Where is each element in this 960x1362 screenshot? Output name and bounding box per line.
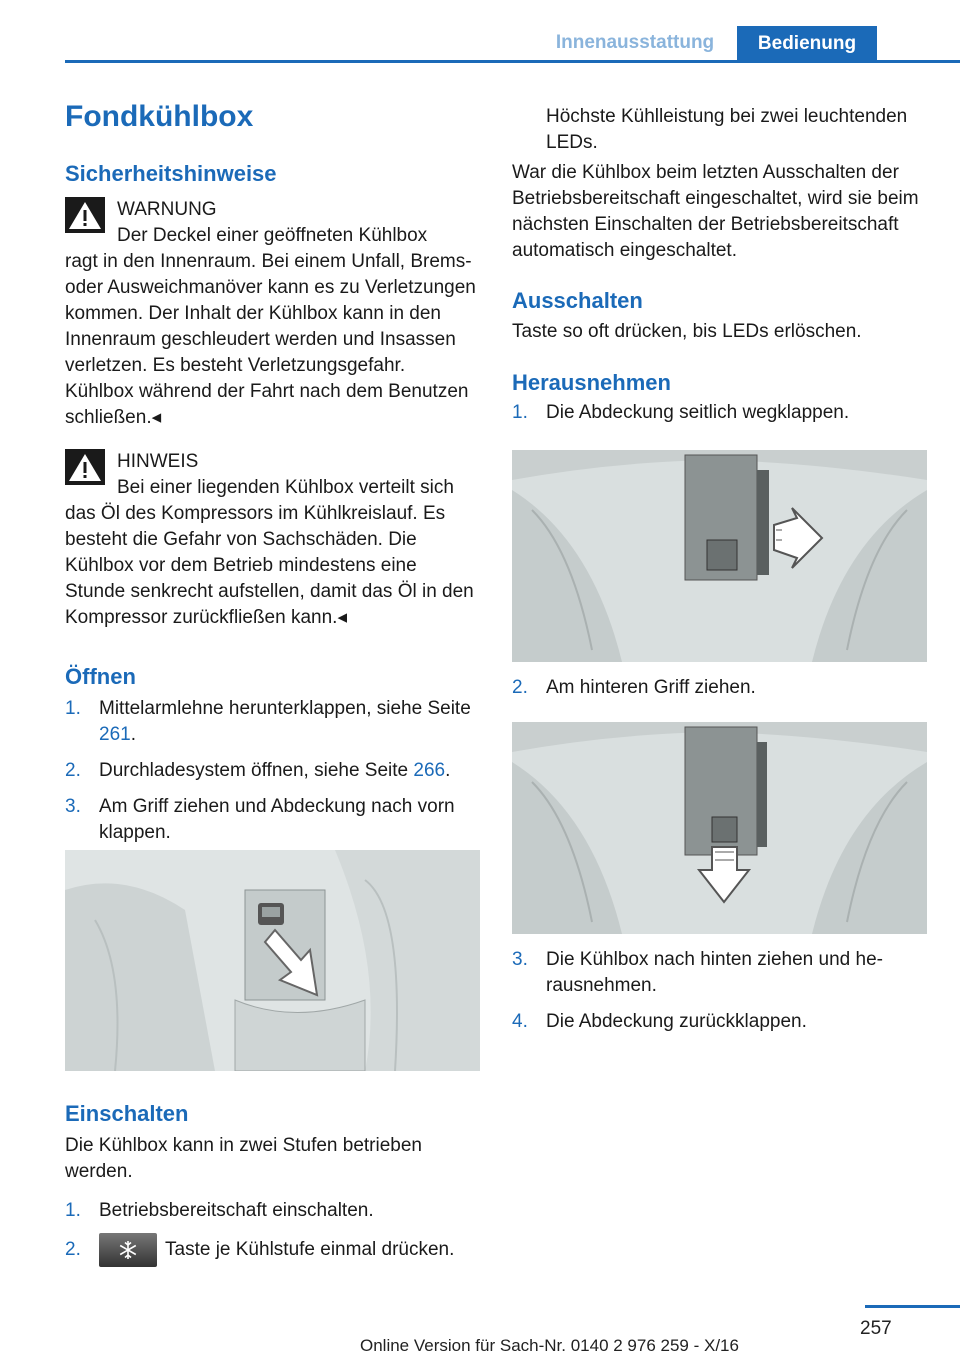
einschalten-note: War die Kühlbox beim letzten Ausschalten der Betriebsbereitschaft eingeschaltet, wird sie beim nächsten Einschalten der Betriebsbereitschaft automatisch eingeschaltet. (512, 162, 919, 261)
herausnehmen-steps-continued (512, 947, 927, 1045)
herausnehmen-step-1: 1. Die Abdeckung seitlich wegklappen. (512, 402, 850, 423)
warning-text: ragt in den Innenraum. Bei einem Unfall, Brems- oder Ausweichmanöver kann es zu Verletzungen kommen. Der Inhalt der Kühlbox kann in den Innenraum geschleudert werden und Insassen verletzen. Es besteht Verletzungsgefahr. Kühlbox während der Fahrt nach dem Benutzen schließen.◂ (65, 251, 476, 428)
warning-triangle-icon (65, 197, 105, 233)
header-active-tab: Bedienung (737, 26, 877, 63)
footer-rule (865, 1305, 960, 1308)
ausschalten-text: Taste so oft drücken, bis LEDs erlöschen. (512, 321, 862, 342)
list-item: 3. Die Kühlbox nach hinten ziehen und herausnehmen. (512, 949, 883, 996)
cooler-photo-side (512, 450, 927, 662)
warning-label: WARNUNG (117, 199, 217, 220)
notice-block (65, 449, 477, 631)
cooling-button-icon (99, 1233, 157, 1267)
einschalten-intro: Die Kühlbox kann in zwei Stufen betrieben werden. (65, 1135, 423, 1182)
page-title: Fondkühlbox (65, 100, 254, 133)
page-link[interactable]: 261 (99, 724, 131, 745)
page-number: 257 (860, 1318, 892, 1339)
herausnehmen-heading: Herausnehmen (512, 370, 671, 395)
safety-heading: Sicherheitshinweise (65, 161, 277, 186)
cooler-side-illustration (512, 450, 927, 662)
oeffnen-steps (65, 696, 477, 856)
cooler-handle-illustration (512, 722, 927, 934)
snowflake-icon (117, 1239, 139, 1261)
list-item: 3. Am Griff ziehen und Abdeckung nach vorn klappen. (65, 796, 455, 843)
einschalten-step-1: 1. Betriebsbereitschaft einschalten. (65, 1200, 374, 1221)
einschalten-step-2: 2. Taste je Kühlstufe einmal drücken. (65, 1233, 485, 1267)
footer-online-version: Online Version für Sach-Nr. 0140 2 976 259 - X/16 (360, 1336, 739, 1355)
einschalten-heading: Einschalten (65, 1101, 189, 1126)
armrest-photo (65, 850, 480, 1071)
ausschalten-heading: Ausschalten (512, 288, 643, 313)
warning-first-line: Der Deckel einer geöffneten Kühlbox (117, 225, 428, 246)
einschalten-step-2-continued: Höchste Kühlleistung bei zwei leuchtenden LEDs. (546, 106, 908, 153)
page-link[interactable]: 266 (413, 760, 446, 781)
notice-text: das Öl des Kompressors im Kühlkreislauf. Es besteht die Gefahr von Sachschäden. Die Kühlbox vor dem Betrieb mindestens eine Stunde senkrecht aufstellen, damit das Öl in den Kompressor zurückfließen kann.◂ (65, 503, 474, 628)
list-item: 1. Mittelarmlehne herunterklappen, siehe Seite 261. (65, 698, 471, 745)
armrest-illustration (65, 850, 480, 1071)
notice-triangle-icon (65, 449, 105, 485)
oeffnen-heading: Öffnen (65, 664, 136, 689)
header-rule (65, 60, 960, 63)
notice-first-line: Bei einer liegenden Kühlbox verteilt sich (117, 477, 454, 498)
herausnehmen-step-2: 2. Am hinteren Griff ziehen. (512, 677, 756, 698)
list-item: 4. Die Abdeckung zurückklappen. (512, 1011, 807, 1032)
header-section-tab: Innenausstattung (555, 32, 715, 53)
cooler-photo-handle (512, 722, 927, 934)
notice-label: HINWEIS (117, 451, 199, 472)
list-item: 2. Durchladesystem öffnen, siehe Seite 266. (65, 760, 451, 781)
warning-block (65, 197, 477, 431)
